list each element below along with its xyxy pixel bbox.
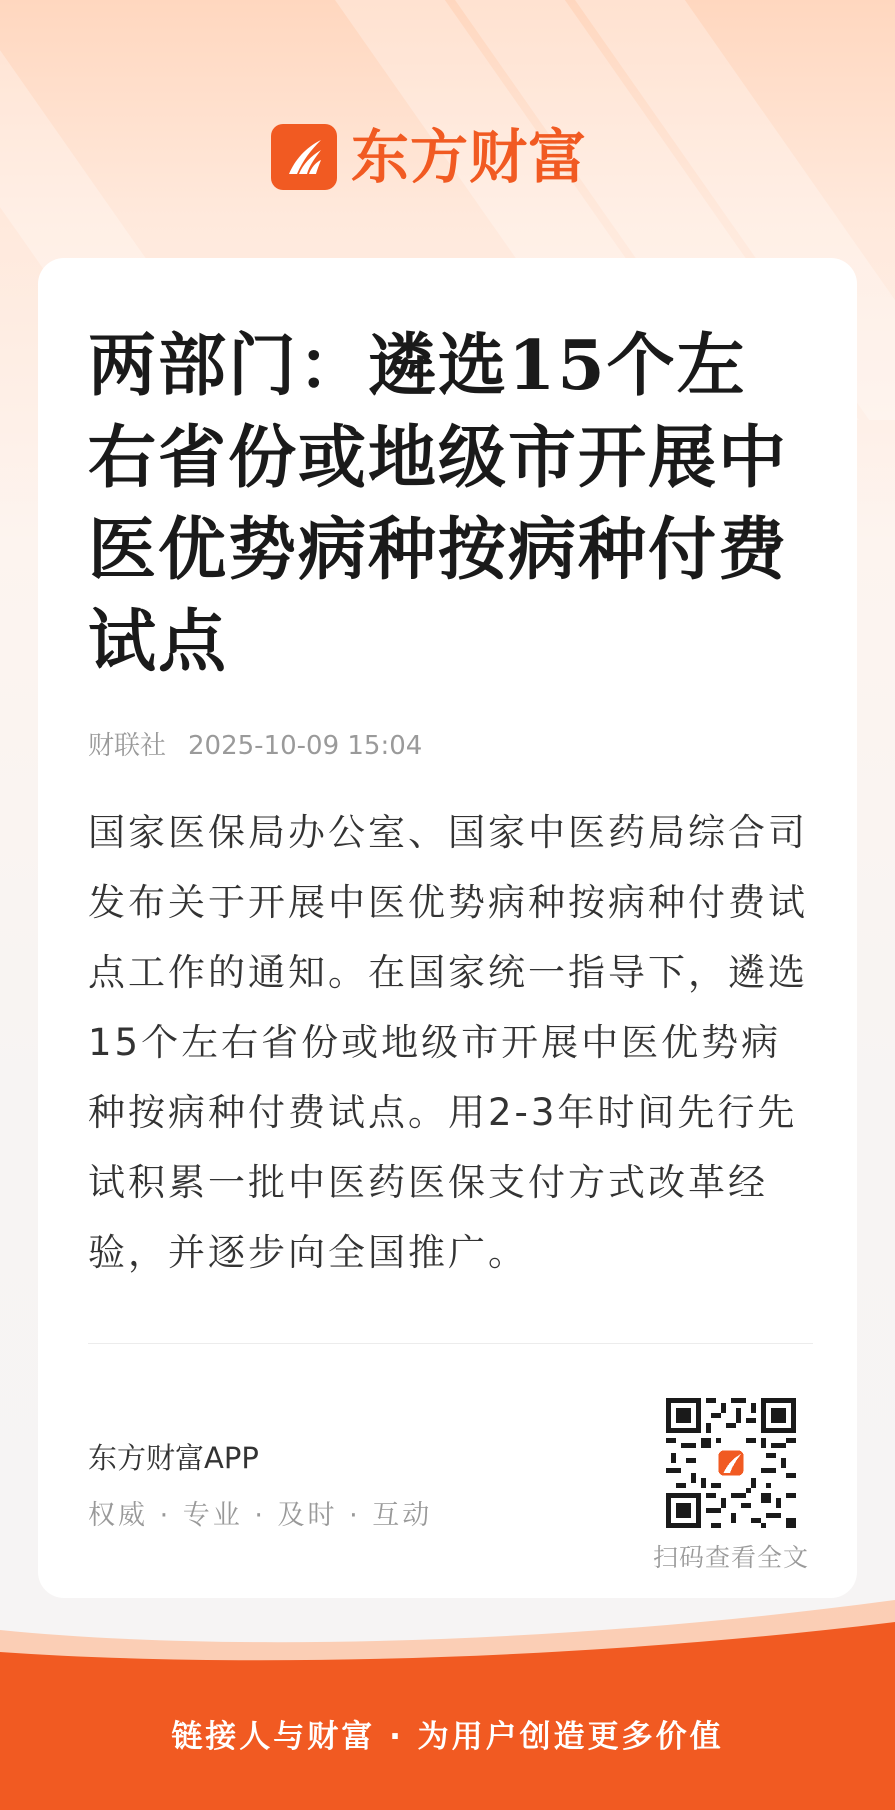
- article-body: 国家医保局办公室、国家中医药局综合司发布关于开展中医优势病种按病种付费试点工作的通知。在国家统一指导下，遴选15个左右省份或地级市开展中医优势病种按病种付费试点。用2-3年时间先行先试积累一批中医药医保支付方式改革经验，并逐步向全国推广。: [88, 811, 808, 1274]
- footer-slogan: 链接人与财富 · 为用户创造更多价值: [171, 1719, 724, 1755]
- scan-hint: 扫码查看全文: [653, 1543, 810, 1572]
- footer-wave: [0, 1600, 895, 1810]
- article-meta: [88, 728, 422, 764]
- footer-banner: [0, 1600, 895, 1810]
- article-card: [38, 258, 857, 1598]
- article-datetime: 2025-10-09 15:04: [188, 731, 423, 761]
- app-tagline: 权威 · 专业 · 及时 · 互动: [88, 1500, 433, 1531]
- divider: [88, 1343, 813, 1344]
- article-title: 两部门：遴选15个左右省份或地级市开展中医优势病种按病种付费试点: [88, 326, 789, 682]
- brand-logo: [271, 123, 587, 191]
- qr-code-icon[interactable]: [666, 1398, 796, 1528]
- article-source: 财联社: [88, 731, 167, 761]
- app-name: 东方财富APP: [88, 1441, 259, 1475]
- brand-name: 东方财富: [351, 123, 588, 191]
- eastmoney-logo-icon: [271, 124, 337, 190]
